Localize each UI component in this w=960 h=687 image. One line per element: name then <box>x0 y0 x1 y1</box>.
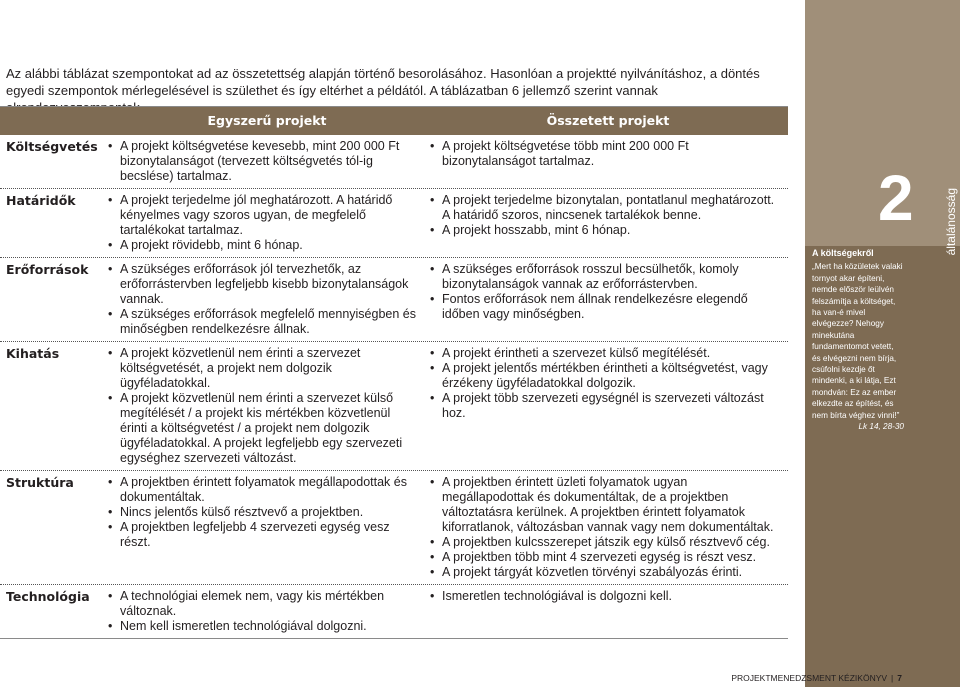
simple-project-cell <box>106 135 428 188</box>
list-item: • A projekt terjedelme bizonytalan, pontatlanul meghatározott. A határidő szoros, nincsenek tartalékok benne. <box>442 193 782 223</box>
bullet-list <box>428 475 782 580</box>
quote-source: Lk 14, 28-30 <box>858 422 904 432</box>
list-item: • A projekt költségvetése több mint 200 000 Ft bizonytalanságot tartalmaz. <box>442 139 782 169</box>
list-item: • A projektben érintett folyamatok megállapodottak és dokumentáltak. <box>120 475 416 505</box>
bullet-list <box>106 262 416 337</box>
list-item: • A projekt közvetlenül nem érinti a szervezet külső megítélését / a projekt kis mértékben közvetlenül érinti a költségvetést / a projekt nem dolgozik ügyféladatokkal. A projekt legfeljebb egy szervezeti egységhez szervezeti változást. <box>120 391 416 466</box>
list-item: • A szükséges erőforrások rosszul becsülhetők, komoly bizonytalanságok vannak az erőforrástervben. <box>442 262 782 292</box>
table-header <box>0 107 788 135</box>
list-item: • Nincs jelentős külső résztvevő a projektben. <box>120 505 416 520</box>
intro-paragraph: Az alábbi táblázat szempontokat ad az összetettség alapján történő besorolásához. Hasonlóan a projektté nyilvánításhoz, a döntés egyedi szempontok mérlegelésével is születhet és így eltérhet a példától. A táblázatban 6 jellemző szerint vannak <box>6 66 760 98</box>
list-item: • A projekt közvetlenül nem érinti a szervezet költségvetését, a projekt nem dolgozik ügyféladatokkal. <box>120 346 416 391</box>
table-row <box>0 257 788 341</box>
complex-project-cell <box>428 135 788 188</box>
complex-project-cell <box>428 258 788 341</box>
list-item: • A technológiai elemek nem, vagy kis mértékben változnak. <box>120 589 416 619</box>
list-item: • A projekt költségvetése kevesebb, mint 200 000 Ft bizonytalanságot (tervezett költségvetés tól-ig becslése) tartalmaz. <box>120 139 416 184</box>
list-item: • A projekt jelentős mértékben érintheti a költségvetést, vagy érzékeny ügyféladatokkal dolgozik. <box>442 361 782 391</box>
bullet-list <box>428 589 782 604</box>
bullet-list <box>106 139 416 184</box>
list-item: • A projekt rövidebb, mint 6 hónap. <box>120 238 416 253</box>
list-item: • A projektben kulcsszerepet játszik egy külső résztvevő cég. <box>442 535 782 550</box>
bullet-list <box>106 193 416 253</box>
table-row <box>0 188 788 257</box>
row-label: Technológia <box>6 589 90 604</box>
bullet-list <box>428 262 782 322</box>
header-spacer <box>0 107 106 135</box>
footer-book-title: PROJEKTMENEDZSMENT KÉZIKÖNYV <box>731 673 888 683</box>
list-item: • A projektben legfeljebb 4 szervezeti egység vesz részt. <box>120 520 416 550</box>
row-label: Határidők <box>6 193 76 208</box>
bullet-list <box>428 346 782 421</box>
list-item: • Ismeretlen technológiával is dolgozni kell. <box>442 589 782 604</box>
sidebar-quote <box>812 248 904 433</box>
row-label: Költségvetés <box>6 139 98 154</box>
table-row <box>0 135 788 188</box>
simple-project-cell <box>106 585 428 638</box>
chapter-title: általánosság <box>944 188 958 256</box>
complex-project-cell <box>428 342 788 470</box>
simple-project-cell <box>106 342 428 470</box>
bullet-list <box>428 193 782 238</box>
list-item: • A projektben érintett üzleti folyamatok ugyan megállapodottak és dokumentáltak, de a projektben változtatásra kerülnek. A projektben érintett folyamatok kiforratlanok, változásban vannak vagy nem dokumentáltak. <box>442 475 782 535</box>
bullet-list <box>428 139 782 169</box>
header-simple-project: Egyszerű projekt <box>207 113 327 128</box>
list-item: • A projekt több szervezeti egységnél is szervezeti változást hoz. <box>442 391 782 421</box>
list-item: • A szükséges erőforrások jól tervezhetők, az erőforrástervben legfeljebb kisebb bizonytalanságok vannak. <box>120 262 416 307</box>
table-row <box>0 584 788 638</box>
complexity-table <box>0 106 788 639</box>
quote-text: „Mert ha közületek valaki tornyot akar építeni, nemde először leülvén felszámítja a költséget, ha van-é mivel elvégezze? Nehogy minekutána fundamentomot vetett, és elvégezni nem bírja, csúfolni kezdje őt mindenki, a ki látja, Ezt mondván: Ez az ember elkezdte az építést, és nem bírta véghez vinni!” <box>812 262 903 420</box>
row-label: Struktúra <box>6 475 74 490</box>
quote-title: A költségekről <box>812 248 874 258</box>
bullet-list <box>106 475 416 550</box>
simple-project-cell <box>106 189 428 257</box>
complex-project-cell <box>428 471 788 584</box>
list-item: • A szükséges erőforrások megfelelő mennyiségben és minőségben rendelkezésre állnak. <box>120 307 416 337</box>
simple-project-cell <box>106 258 428 341</box>
list-item: • A projekt terjedelme jól meghatározott. A határidő kényelmes vagy szoros ugyan, de megfelelő tartalékokat tartalmaz. <box>120 193 416 238</box>
table-body <box>0 135 788 638</box>
bullet-list <box>106 346 416 466</box>
row-label: Erőforrások <box>6 262 89 277</box>
list-item: • A projekt tárgyát közvetlen törvényi szabályozás érinti. <box>442 565 782 580</box>
bullet-list <box>106 589 416 634</box>
list-item: • A projektben több mint 4 szervezeti egység is részt vesz. <box>442 550 782 565</box>
chapter-number: 2 <box>878 162 914 234</box>
page-footer <box>731 673 902 683</box>
footer-separator: | <box>891 673 894 683</box>
complex-project-cell <box>428 585 788 638</box>
table-row <box>0 341 788 470</box>
list-item: • Fontos erőforrások nem állnak rendelkezésre elegendő időben vagy minőségben. <box>442 292 782 322</box>
simple-project-cell <box>106 471 428 584</box>
page-number: 7 <box>897 673 902 683</box>
header-complex-project: Összetett projekt <box>546 113 670 128</box>
list-item: • A projekt hosszabb, mint 6 hónap. <box>442 223 782 238</box>
table-row <box>0 470 788 584</box>
list-item: • Nem kell ismeretlen technológiával dolgozni. <box>120 619 416 634</box>
list-item: • A projekt érintheti a szervezet külső megítélését. <box>442 346 782 361</box>
row-label: Kihatás <box>6 346 60 361</box>
complex-project-cell <box>428 189 788 257</box>
